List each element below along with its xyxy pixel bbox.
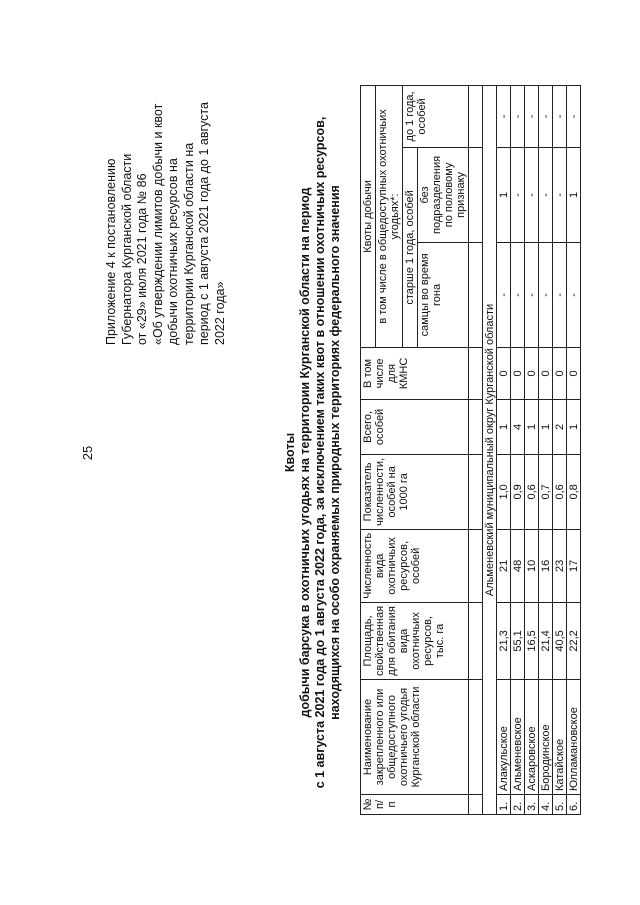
row-population: 23 [553, 529, 567, 602]
row-name: Бородинское [539, 680, 553, 795]
header-older: старше 1 года, особей [403, 147, 418, 347]
row-males: - [553, 242, 567, 347]
row-population: 16 [539, 529, 553, 602]
row-no-sex: 1 [567, 147, 581, 242]
row-under1: - [539, 85, 553, 147]
table-row [553, 85, 567, 814]
table-row [525, 85, 539, 814]
row-density: 0,9 [511, 454, 525, 529]
appendix-line: Приложение 4 к постановлению [104, 158, 118, 345]
row-under1: - [511, 85, 525, 147]
appendix-note [104, 25, 228, 345]
table-row [567, 85, 581, 814]
row-area: 22,2 [567, 602, 581, 679]
document-title [283, 0, 343, 905]
appendix-line: период с 1 августа 2021 года до 1 августа [197, 102, 211, 345]
row-no-sex: - [553, 147, 567, 242]
row-num: 4. [539, 795, 553, 815]
row-name: Аскаровское [525, 680, 539, 795]
header-no-sex: без подразделения по половому признаку [418, 147, 469, 242]
row-total: 1 [539, 399, 553, 454]
section-title: Альменевский муниципальный округ Курганской области [483, 85, 497, 814]
row-area: 21,3 [497, 602, 511, 679]
title-heading: Квоты [283, 432, 297, 473]
appendix-line: Губернатора Курганской области [119, 153, 134, 345]
quota-table [360, 85, 581, 815]
row-under1: - [497, 85, 511, 147]
header-density: Показатель численности, особей на 1000 га [361, 454, 469, 529]
row-kmns: 0 [567, 347, 581, 399]
row-population: 17 [567, 529, 581, 602]
header-incl-common: в том числе в общедоступных охотничьих угодьях*: [376, 85, 403, 347]
row-under1: - [525, 85, 539, 147]
row-total: 1 [567, 399, 581, 454]
row-name: Альменевское [511, 680, 525, 795]
row-no-sex: - [511, 147, 525, 242]
row-name: Юлламановское [567, 680, 581, 795]
title-line: находящихся на особо охраняемых природных территориях федерального значения [328, 185, 342, 720]
row-density: 0,6 [525, 454, 539, 529]
row-males: - [497, 242, 511, 347]
row-num: 1. [497, 795, 511, 815]
header-population: Численность вида охотничьих ресурсов, особей [361, 529, 469, 602]
appendix-line: территории Курганской области на [181, 142, 196, 345]
row-males: - [525, 242, 539, 347]
row-no-sex: - [525, 147, 539, 242]
row-total: 2 [553, 399, 567, 454]
appendix-line: «Об утверждении лимитов добычи и квот [150, 103, 165, 345]
header-males: самцы во время гона [418, 242, 469, 347]
row-area: 40,5 [553, 602, 567, 679]
row-area: 55,1 [511, 602, 525, 679]
row-under1: - [567, 85, 581, 147]
row-no-sex: - [539, 147, 553, 242]
row-population: 21 [497, 529, 511, 602]
header-under1: до 1 года, особей [403, 85, 469, 147]
title-line: добычи барсука в охотничьих угодьях на территории Курганской области на период [298, 187, 312, 718]
row-kmns: 0 [525, 347, 539, 399]
row-density: 0,6 [553, 454, 567, 529]
page-number: 25 [80, 445, 95, 461]
row-no-sex: 1 [497, 147, 511, 242]
header-total: Всего, особей [361, 399, 469, 454]
row-under1: - [553, 85, 567, 147]
row-population: 10 [525, 529, 539, 602]
row-total: 1 [497, 399, 511, 454]
row-num: 2. [511, 795, 525, 815]
appendix-line: добычи охотничьих ресурсов на [166, 158, 180, 345]
table-row [497, 85, 511, 814]
row-males: - [567, 242, 581, 347]
row-density: 0,7 [539, 454, 553, 529]
row-total: 4 [511, 399, 525, 454]
row-population: 48 [511, 529, 525, 602]
header-row [361, 85, 376, 814]
header-area: Площадь, свойственная для обитания вида охотничьих ресурсов, тыс. га [361, 602, 469, 679]
section-row [483, 85, 497, 814]
row-name: Катайское [553, 680, 567, 795]
header-name: Наименование закрепленного или общедоступного охотничьего угодья Курганской области [361, 680, 469, 795]
row-total: 1 [525, 399, 539, 454]
title-line: с 1 августа 2021 года до 1 августа 2022 года, за исключением таких квот в отношении охотничьих ресурсов, [313, 116, 327, 789]
row-density: 0,8 [567, 454, 581, 529]
row-kmns: 0 [539, 347, 553, 399]
header-quotas: Квоты добычи [361, 85, 376, 347]
appendix-line: от «29» июля 2021 года № 86 [135, 173, 149, 345]
row-area: 16,5 [525, 602, 539, 679]
appendix-line: 2022 года» [212, 281, 227, 345]
table-row [539, 85, 553, 814]
row-num: 5. [553, 795, 567, 815]
row-kmns: 0 [553, 347, 567, 399]
table-row [511, 85, 525, 814]
row-area: 21,4 [539, 602, 553, 679]
header-num: № п/п [361, 795, 469, 815]
spacer-row [469, 85, 483, 814]
row-males: - [511, 242, 525, 347]
row-kmns: 0 [497, 347, 511, 399]
row-density: 1,0 [497, 454, 511, 529]
row-num: 3. [525, 795, 539, 815]
row-num: 6. [567, 795, 581, 815]
row-name: Алакульское [497, 680, 511, 795]
header-kmns: В том числе для КМНС [361, 347, 469, 399]
row-kmns: 0 [511, 347, 525, 399]
row-males: - [539, 242, 553, 347]
